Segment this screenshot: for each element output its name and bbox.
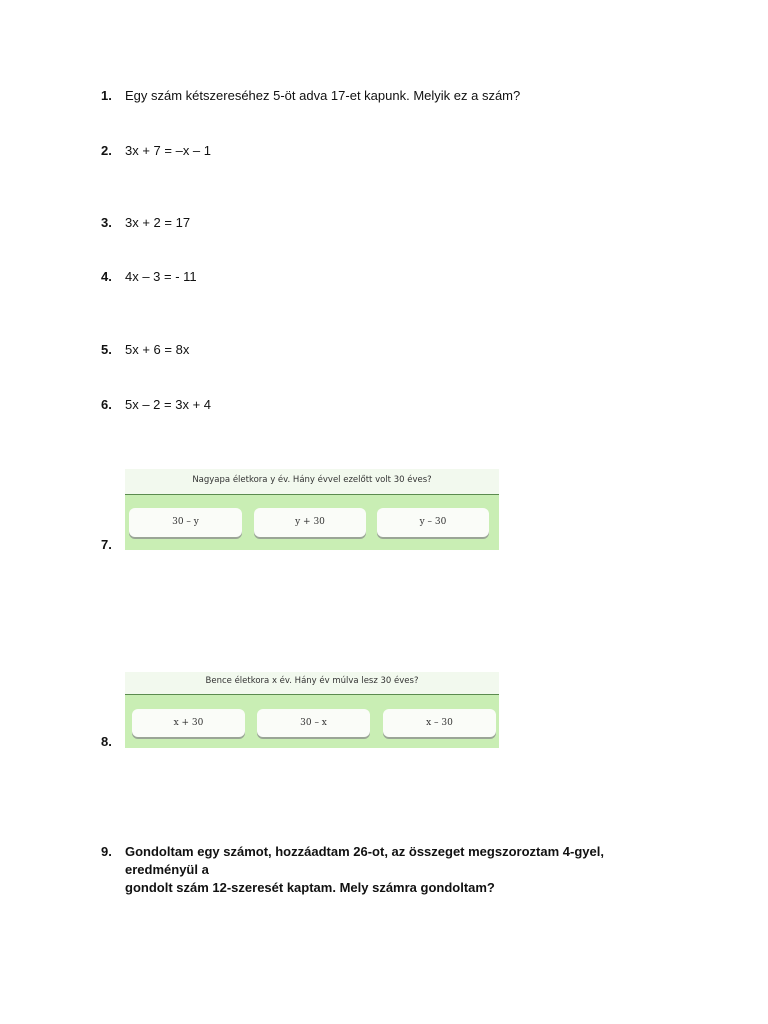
question-1 (101, 87, 520, 105)
quiz-image-7 (125, 469, 499, 550)
answer-option-3[interactable]: y – 30 (377, 508, 489, 537)
question-9 (101, 843, 125, 861)
question-6 (101, 396, 211, 414)
question-number: 9. (101, 844, 112, 859)
question-number: 6. (101, 397, 112, 412)
question-3 (101, 214, 190, 232)
answer-option-2[interactable]: y + 30 (254, 508, 366, 537)
question-number: 8. (101, 734, 112, 749)
question-text: 3x + 7 = –x – 1 (125, 143, 212, 158)
question-number: 5. (101, 342, 112, 357)
question-text: 3x + 2 = 17 (125, 215, 191, 230)
question-number: 2. (101, 143, 112, 158)
quiz-question: Nagyapa életkora y év. Hány évvel ezelőtt volt 30 éves? (125, 469, 499, 495)
quiz-image-8 (125, 672, 499, 748)
answer-option-2[interactable]: 30 – x (257, 709, 370, 737)
answer-option-1[interactable]: 30 – y (129, 508, 242, 537)
question-number: 7. (101, 537, 112, 552)
question-text-line-1: Gondoltam egy számot, hozzáadtam 26-ot, az összeget megszoroztam 4-gyel, eredményül a (125, 844, 604, 877)
question-text: 5x – 2 = 3x + 4 (125, 397, 212, 412)
question-text: 5x + 6 = 8x (125, 342, 190, 357)
question-5 (101, 341, 189, 359)
answer-option-3[interactable]: x – 30 (383, 709, 496, 737)
question-2 (101, 142, 211, 160)
question-text-line-2: gondolt szám 12-szeresét kaptam. Mely számra gondoltam? (125, 880, 495, 895)
question-7 (101, 536, 125, 554)
question-text: 4x – 3 = - 11 (125, 269, 197, 284)
question-8 (101, 733, 125, 751)
question-9-text (125, 843, 655, 897)
question-number: 1. (101, 88, 112, 103)
answer-option-1[interactable]: x + 30 (132, 709, 245, 737)
quiz-question: Bence életkora x év. Hány év múlva lesz 30 éves? (125, 672, 499, 695)
question-number: 3. (101, 215, 112, 230)
question-4 (101, 268, 197, 286)
question-number: 4. (101, 269, 112, 284)
question-text: Egy szám kétszereséhez 5-öt adva 17-et kapunk. Melyik ez a szám? (125, 88, 521, 103)
